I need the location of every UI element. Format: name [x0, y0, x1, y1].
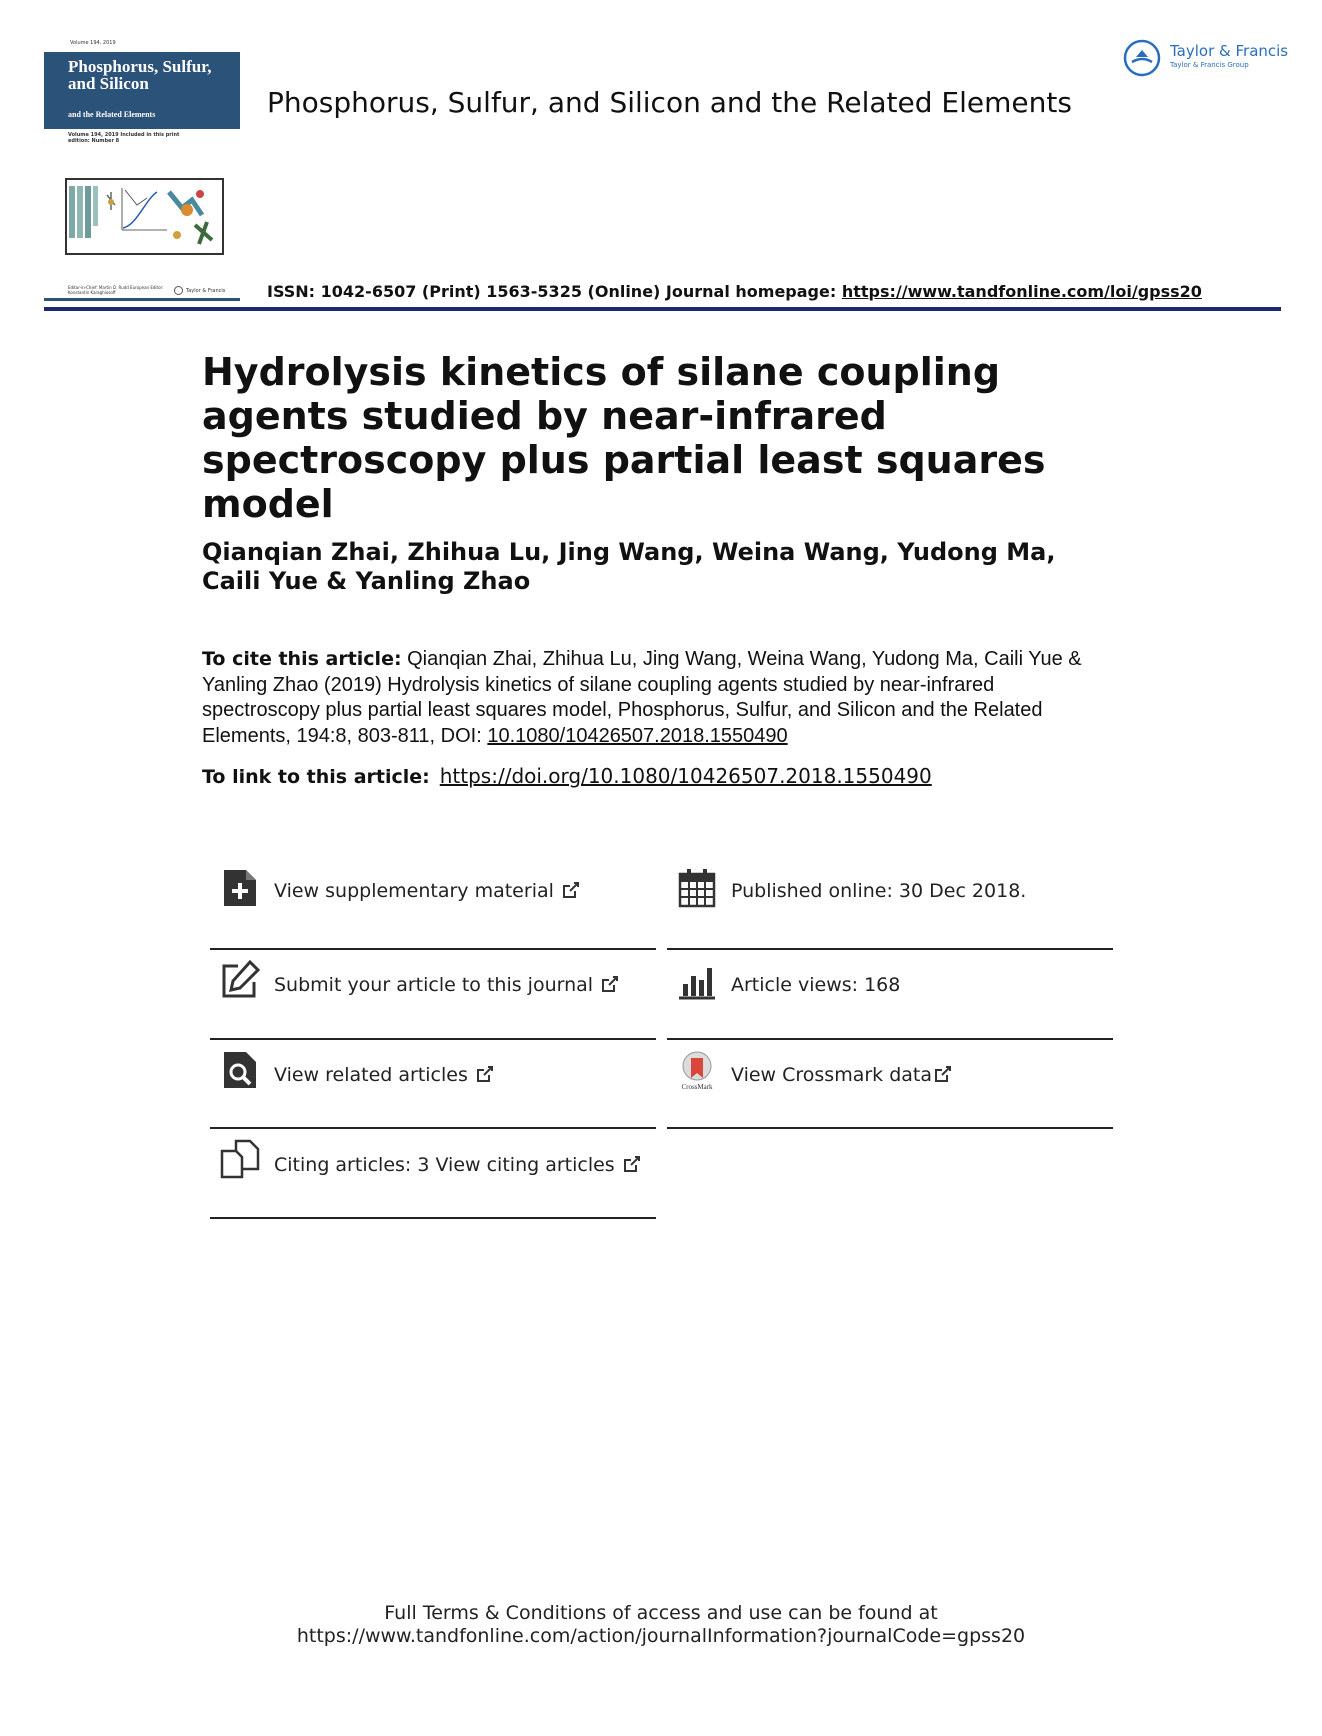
view-crossmark-link[interactable]: [667, 1040, 1113, 1130]
footer-terms-url[interactable]: https://www.tandfonline.com/action/journalInformation?journalCode=gpss20: [296, 1625, 1026, 1647]
published-online-info: [667, 858, 1113, 948]
cite-text: Qianqian Zhai, Zhihua Lu, Jing Wang, Weina Wang, Yudong Ma, Caili Yue & Yanling Zhao (2019) Hydrolysis kinetics of silane coupling agents studied by near-infrared spectroscopy plus partial least squares model, Phosphorus, Sulfur, and Silicon and the Related Elements, 194:8, 803-811, DOI:: [202, 648, 1082, 747]
crossmark-icon: [677, 1050, 717, 1090]
external-link-icon: [601, 975, 619, 993]
external-link-icon: [934, 1065, 952, 1083]
cite-label: To cite this article:: [202, 648, 402, 670]
cover-bottom-bar: [44, 298, 240, 301]
publisher-group: Taylor & Francis Group: [1170, 61, 1249, 69]
cover-subtitle: and the Related Elements: [68, 110, 156, 119]
crossmark-logo-text: CrossMark: [681, 1083, 713, 1090]
cover-edition: Volume 194, 2019 Included in this print edition: Number 8: [68, 132, 180, 144]
link-label: To link to this article:: [202, 766, 430, 788]
doi-link[interactable]: 10.1080/10426507.2018.1550490: [487, 724, 788, 747]
issn-line: [267, 282, 1202, 301]
cover-publisher-logo: [174, 286, 225, 295]
cover-editors: Editor-in-Chief: Martin D. Rudd European Editor: Konstantin Karaghiosoff: [68, 285, 164, 295]
supplementary-label: View supplementary material: [274, 880, 554, 902]
crossmark-label: View Crossmark data: [731, 1064, 933, 1086]
submit-article-link[interactable]: [210, 950, 656, 1040]
edit-icon: [220, 960, 260, 1000]
submit-label: Submit your article to this journal: [274, 974, 594, 996]
footer-terms-line: Full Terms & Conditions of access and use can be found at: [384, 1602, 938, 1624]
header-rule: [44, 307, 1281, 311]
article-link-line: [202, 764, 1102, 788]
file-plus-icon: [220, 868, 260, 908]
article-authors: Qianqian Zhai, Zhihua Lu, Jing Wang, Weina Wang, Yudong Ma, Caili Yue & Yanling Zhao: [202, 538, 1056, 595]
cover-publisher-name: Taylor & Francis: [186, 288, 226, 294]
related-label: View related articles: [274, 1064, 468, 1086]
cover-figure-image: [65, 178, 224, 255]
view-supplementary-material-link[interactable]: [210, 858, 656, 948]
citing-articles-link[interactable]: [210, 1129, 656, 1219]
journal-homepage-link[interactable]: https://www.tandfonline.com/loi/gpss20: [841, 282, 1202, 301]
cover-volume: Volume 194, 2019: [70, 40, 116, 46]
publisher-name: Taylor & Francis: [1170, 42, 1289, 60]
grid-rule: [667, 1127, 1113, 1129]
view-related-articles-link[interactable]: [210, 1040, 656, 1130]
copy-documents-icon: [220, 1139, 260, 1179]
external-link-icon: [476, 1065, 494, 1083]
taylor-francis-logo-icon: [1122, 38, 1162, 78]
external-link-icon: [562, 881, 580, 899]
terms-footer: [0, 1602, 1322, 1648]
article-views-info: [667, 950, 1113, 1040]
article-doi-url[interactable]: https://doi.org/10.1080/10426507.2018.1550490: [439, 764, 932, 788]
published-online-label: Published online: 30 Dec 2018.: [731, 880, 1027, 902]
search-document-icon: [220, 1050, 260, 1090]
bar-chart-icon: [677, 960, 717, 1000]
citing-label: Citing articles: 3 View citing articles: [274, 1154, 615, 1176]
issn-text: ISSN: 1042-6507 (Print) 1563-5325 (Online) Journal homepage:: [267, 282, 842, 301]
external-link-icon: [623, 1155, 641, 1173]
article-title: Hydrolysis kinetics of silane coupling agents studied by near-infrared spectroscopy plus partial least squares model: [202, 350, 1046, 526]
grid-rule: [210, 1217, 656, 1219]
journal-name: Phosphorus, Sulfur, and Silicon and the Related Elements: [267, 86, 1072, 119]
cover-title: Phosphorus, Sulfur, and Silicon: [68, 57, 212, 93]
citation-block: [202, 647, 1102, 749]
article-views-label: Article views: 168: [731, 974, 901, 996]
journal-cover: [44, 52, 240, 129]
calendar-icon: [677, 868, 717, 908]
